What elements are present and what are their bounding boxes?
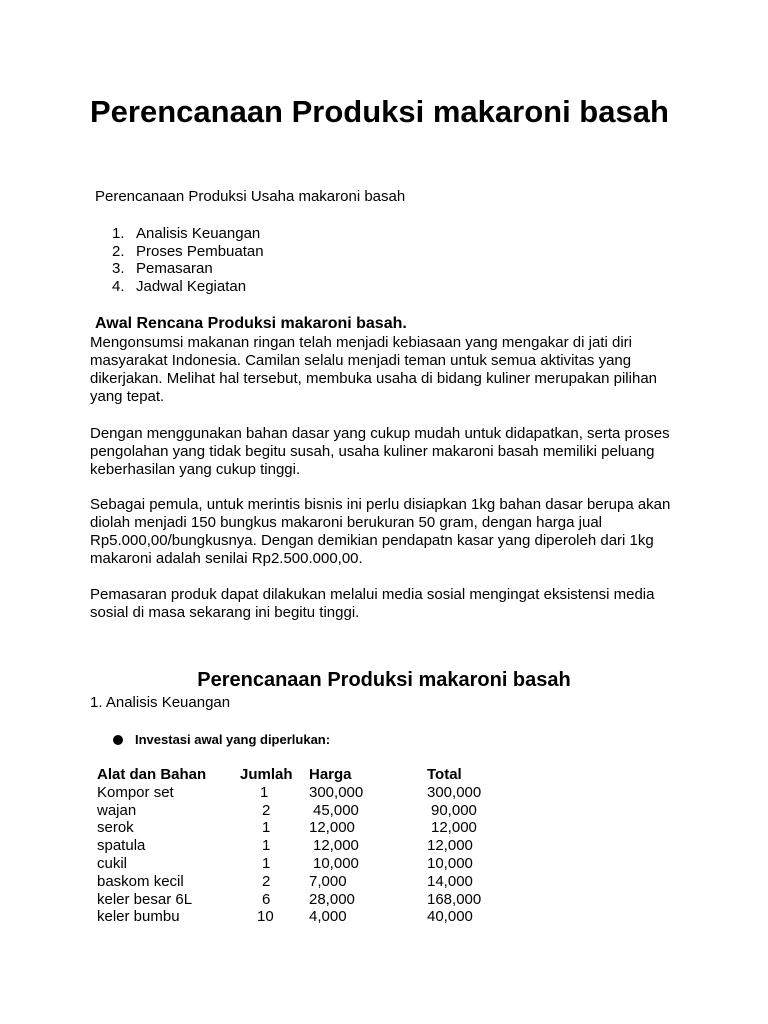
cell-price: 7,000 <box>309 872 347 890</box>
cell-qty: 1 <box>260 783 269 801</box>
table-header-row <box>97 766 507 784</box>
table-row <box>97 784 507 802</box>
cell-price: 4,000 <box>309 908 347 926</box>
toc-item: 2. Proses Pembuatan <box>112 242 264 260</box>
cell-qty: 1 <box>262 854 271 872</box>
table-row <box>97 819 507 837</box>
cell-total: 168,000 <box>427 890 482 908</box>
cell-item: cukil <box>97 854 128 872</box>
paragraph-production: Sebagai pemula, untuk merintis bisnis ini perlu disiapkan 1kg bahan dasar berupa akan diolah menjadi 150 bungkus makaroni berukuran 50 gram, dengan harga jual Rp5.000,00/bungkusnya. Dengan demikian pendapatn kasar yang diperoleh dari 1kg makaroni adalah senilai Rp2.500.000,00. <box>90 496 671 567</box>
column-header: Total <box>427 766 462 783</box>
column-header: Harga <box>309 766 352 783</box>
cell-item: keler bumbu <box>97 908 180 926</box>
cell-qty: 10 <box>257 908 274 926</box>
cell-price: 300,000 <box>309 783 364 801</box>
bullet-dot-icon <box>113 735 123 745</box>
cell-item: serok <box>97 819 134 837</box>
paragraph-marketing: Pemasaran produk dapat dilakukan melalui media sosial mengingat eksistensi media sosial di masa sekarang ini begitu tinggi. <box>90 586 655 621</box>
center-heading: Perencanaan Produksi makaroni basah <box>197 669 571 691</box>
cell-price: 10,000 <box>313 854 359 872</box>
column-header: Alat dan Bahan <box>97 766 207 783</box>
cell-total: 90,000 <box>431 801 477 819</box>
section-label: 1. Analisis Keuangan <box>90 694 231 711</box>
cell-qty: 1 <box>262 837 271 855</box>
table-row <box>97 837 507 855</box>
table-row <box>97 891 507 909</box>
cell-total: 12,000 <box>427 837 473 855</box>
section-heading: Awal Rencana Produksi makaroni basah. <box>95 315 407 332</box>
toc-item: 4. Jadwal Kegiatan <box>112 278 247 296</box>
cell-item: keler besar 6L <box>97 890 193 908</box>
table-row <box>97 855 507 873</box>
toc-item-label: Analisis Keuangan <box>136 225 261 242</box>
bullet-text: Investasi awal yang diperlukan: <box>135 732 331 747</box>
cell-qty: 2 <box>262 801 271 819</box>
cell-total: 10,000 <box>427 854 473 872</box>
cell-total: 40,000 <box>427 908 473 926</box>
cell-item: spatula <box>97 837 146 855</box>
cell-item: Kompor set <box>97 783 174 801</box>
cell-qty: 2 <box>262 872 271 890</box>
cell-price: 12,000 <box>313 837 359 855</box>
toc-item-label: Jadwal Kegiatan <box>136 278 247 296</box>
toc-item: 3. Pemasaran <box>112 260 213 278</box>
document-subtitle: Perencanaan Produksi Usaha makaroni basah <box>95 188 406 205</box>
cell-total: 12,000 <box>431 819 477 837</box>
investment-table <box>97 766 507 926</box>
cell-total: 300,000 <box>427 783 482 801</box>
table-row <box>97 908 507 926</box>
column-header: Jumlah <box>240 766 293 783</box>
paragraph-intro: Mengonsumsi makanan ringan telah menjadi kebiasaan yang mengakar di jati diri masyarakat Indonesia. Camilan selalu menjadi teman untuk semua aktivitas yang dikerjakan. Melihat hal tersebut, membuka usaha di bidang kuliner merupakan pilihan yang tepat. <box>90 334 657 405</box>
cell-item: baskom kecil <box>97 872 184 890</box>
table-row <box>97 802 507 820</box>
toc-item-label: Proses Pembuatan <box>136 242 264 260</box>
paragraph-ingredients: Dengan menggunakan bahan dasar yang cukup mudah untuk didapatkan, serta proses pengolahan yang tidak begitu susah, usaha kuliner makaroni basah memiliki peluang keberhasilan yang cukup tinggi. <box>90 425 670 478</box>
page-title: Perencanaan Produksi makaroni basah <box>90 94 669 129</box>
cell-total: 14,000 <box>427 872 473 890</box>
table-row <box>97 873 507 891</box>
cell-qty: 1 <box>262 819 271 837</box>
cell-qty: 6 <box>262 890 271 908</box>
cell-price: 28,000 <box>309 890 355 908</box>
table-of-contents <box>112 225 264 296</box>
bullet-item <box>113 732 330 748</box>
cell-item: wajan <box>97 801 137 819</box>
cell-price: 45,000 <box>313 801 359 819</box>
cell-price: 12,000 <box>309 819 355 837</box>
toc-item: 1. Analisis Keuangan <box>112 225 261 242</box>
toc-item-label: Pemasaran <box>136 260 213 278</box>
